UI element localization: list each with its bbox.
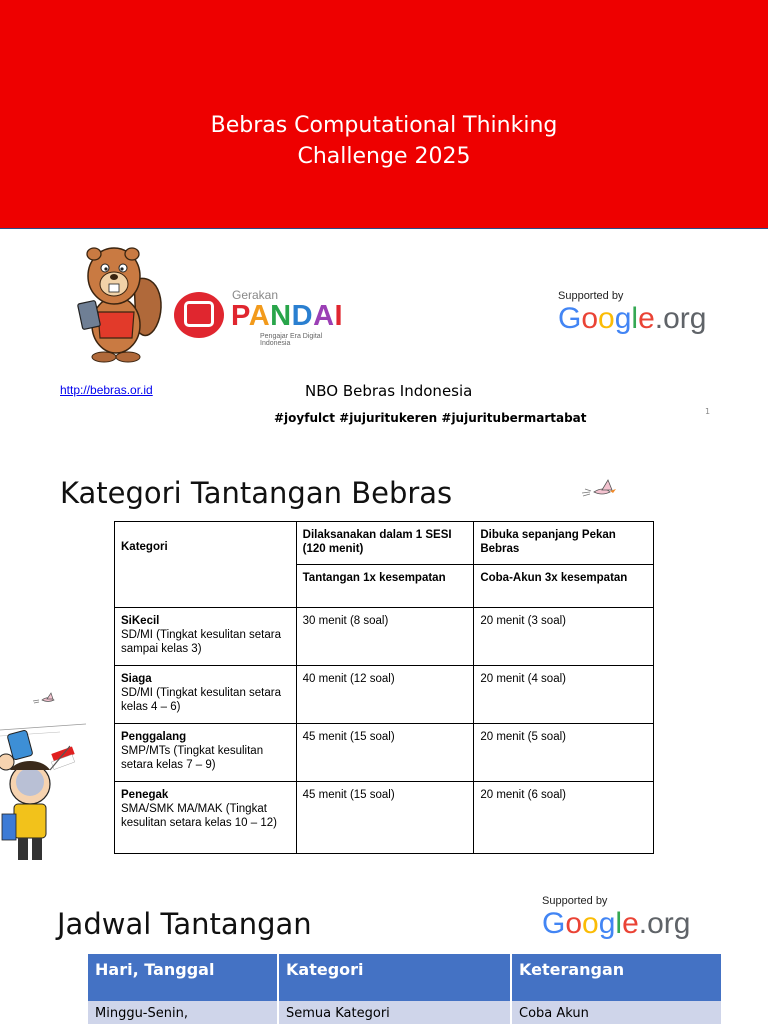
coba-akun-cell: 20 menit (3 soal) [474, 608, 654, 666]
table-row [115, 724, 654, 782]
google-org-badge-bottom [542, 895, 690, 941]
google-org-badge-top [558, 290, 706, 336]
header-kategori: Kategori [115, 522, 297, 608]
kategori-name: SiKecil [121, 615, 160, 627]
header-hari-tanggal: Hari, Tanggal [88, 954, 278, 1001]
google-org-logo: Google.org [558, 302, 707, 335]
keterangan-cell: Coba Akun [511, 1001, 722, 1024]
coba-akun-cell: 20 menit (6 soal) [474, 782, 654, 854]
table-row [115, 782, 654, 854]
hari-tanggal-cell: Minggu-Senin, [88, 1001, 278, 1024]
header-pekan: Dibuka sepanjang Pekan Bebras [474, 522, 654, 565]
table-row [88, 1001, 722, 1024]
bebras-website-link[interactable]: http://bebras.or.id [60, 383, 153, 397]
header-keterangan: Keterangan [511, 954, 722, 1001]
table-row [115, 666, 654, 724]
pandai-logo [174, 288, 354, 347]
page-title [0, 110, 768, 172]
kategori-name: Siaga [121, 673, 152, 685]
tantangan-cell: 40 menit (12 soal) [296, 666, 474, 724]
kategori-cell [115, 782, 297, 854]
kategori-desc: SD/MI (Tingkat kesulitan setara kelas 4 – 6) [121, 687, 281, 713]
header-kategori: Kategori [278, 954, 511, 1001]
kategori-cell [115, 608, 297, 666]
kategori-name: Penegak [121, 789, 169, 801]
nbo-label: NBO Bebras Indonesia [305, 382, 473, 400]
pandai-prefix: Gerakan [232, 288, 279, 302]
supported-by-label: Supported by [542, 895, 608, 907]
kategori-name: Penggalang [121, 731, 187, 743]
kategori-desc: SD/MI (Tingkat kesulitan setara sampai kelas 3) [121, 629, 281, 655]
kategori-section-title: Kategori Tantangan Bebras [60, 476, 453, 510]
children-illustration-icon [0, 722, 86, 862]
coba-akun-cell: 20 menit (4 soal) [474, 666, 654, 724]
hashtags: #joyfulct #jujuritukeren #jujuritubermartabat [274, 411, 587, 425]
supported-by-label: Supported by [558, 290, 624, 302]
pandai-tagline: Pengajar Era Digital Indonesia [260, 333, 323, 347]
title-line-2: Challenge 2025 [297, 144, 471, 169]
jadwal-table [88, 954, 723, 1024]
tantangan-cell: 45 menit (15 soal) [296, 724, 474, 782]
tantangan-cell: 45 menit (15 soal) [296, 782, 474, 854]
small-bird-icon [32, 692, 62, 706]
pandai-wordmark: PANDAI [231, 300, 344, 332]
subheader-coba-akun: Coba-Akun 3x kesempatan [474, 565, 654, 608]
tantangan-cell: 30 menit (8 soal) [296, 608, 474, 666]
coba-akun-cell: 20 menit (5 soal) [474, 724, 654, 782]
title-line-1: Bebras Computational Thinking [210, 113, 558, 138]
header-sesi: Dilaksanakan dalam 1 SESI (120 menit) [296, 522, 474, 565]
kategori-desc: SMP/MTs (Tingkat kesulitan setara kelas 7 – 9) [121, 745, 264, 771]
page-number: 1 [705, 407, 711, 416]
kategori-cell [115, 666, 297, 724]
jadwal-header-row [88, 954, 722, 1001]
pandai-chat-icon [174, 292, 224, 338]
subheader-tantangan: Tantangan 1x kesempatan [296, 565, 474, 608]
kategori-cell: Semua Kategori [278, 1001, 511, 1024]
kategori-cell [115, 724, 297, 782]
band-divider [0, 228, 768, 229]
google-org-logo: Google.org [542, 907, 691, 940]
table-header-row [115, 522, 654, 565]
jadwal-section-title: Jadwal Tantangan [57, 907, 312, 941]
kategori-table [114, 521, 654, 854]
table-row [115, 608, 654, 666]
beaver-mascot-icon [76, 240, 168, 365]
bird-icon [580, 478, 624, 500]
kategori-desc: SMA/SMK MA/MAK (Tingkat kesulitan setara kelas 10 – 12) [121, 803, 277, 829]
